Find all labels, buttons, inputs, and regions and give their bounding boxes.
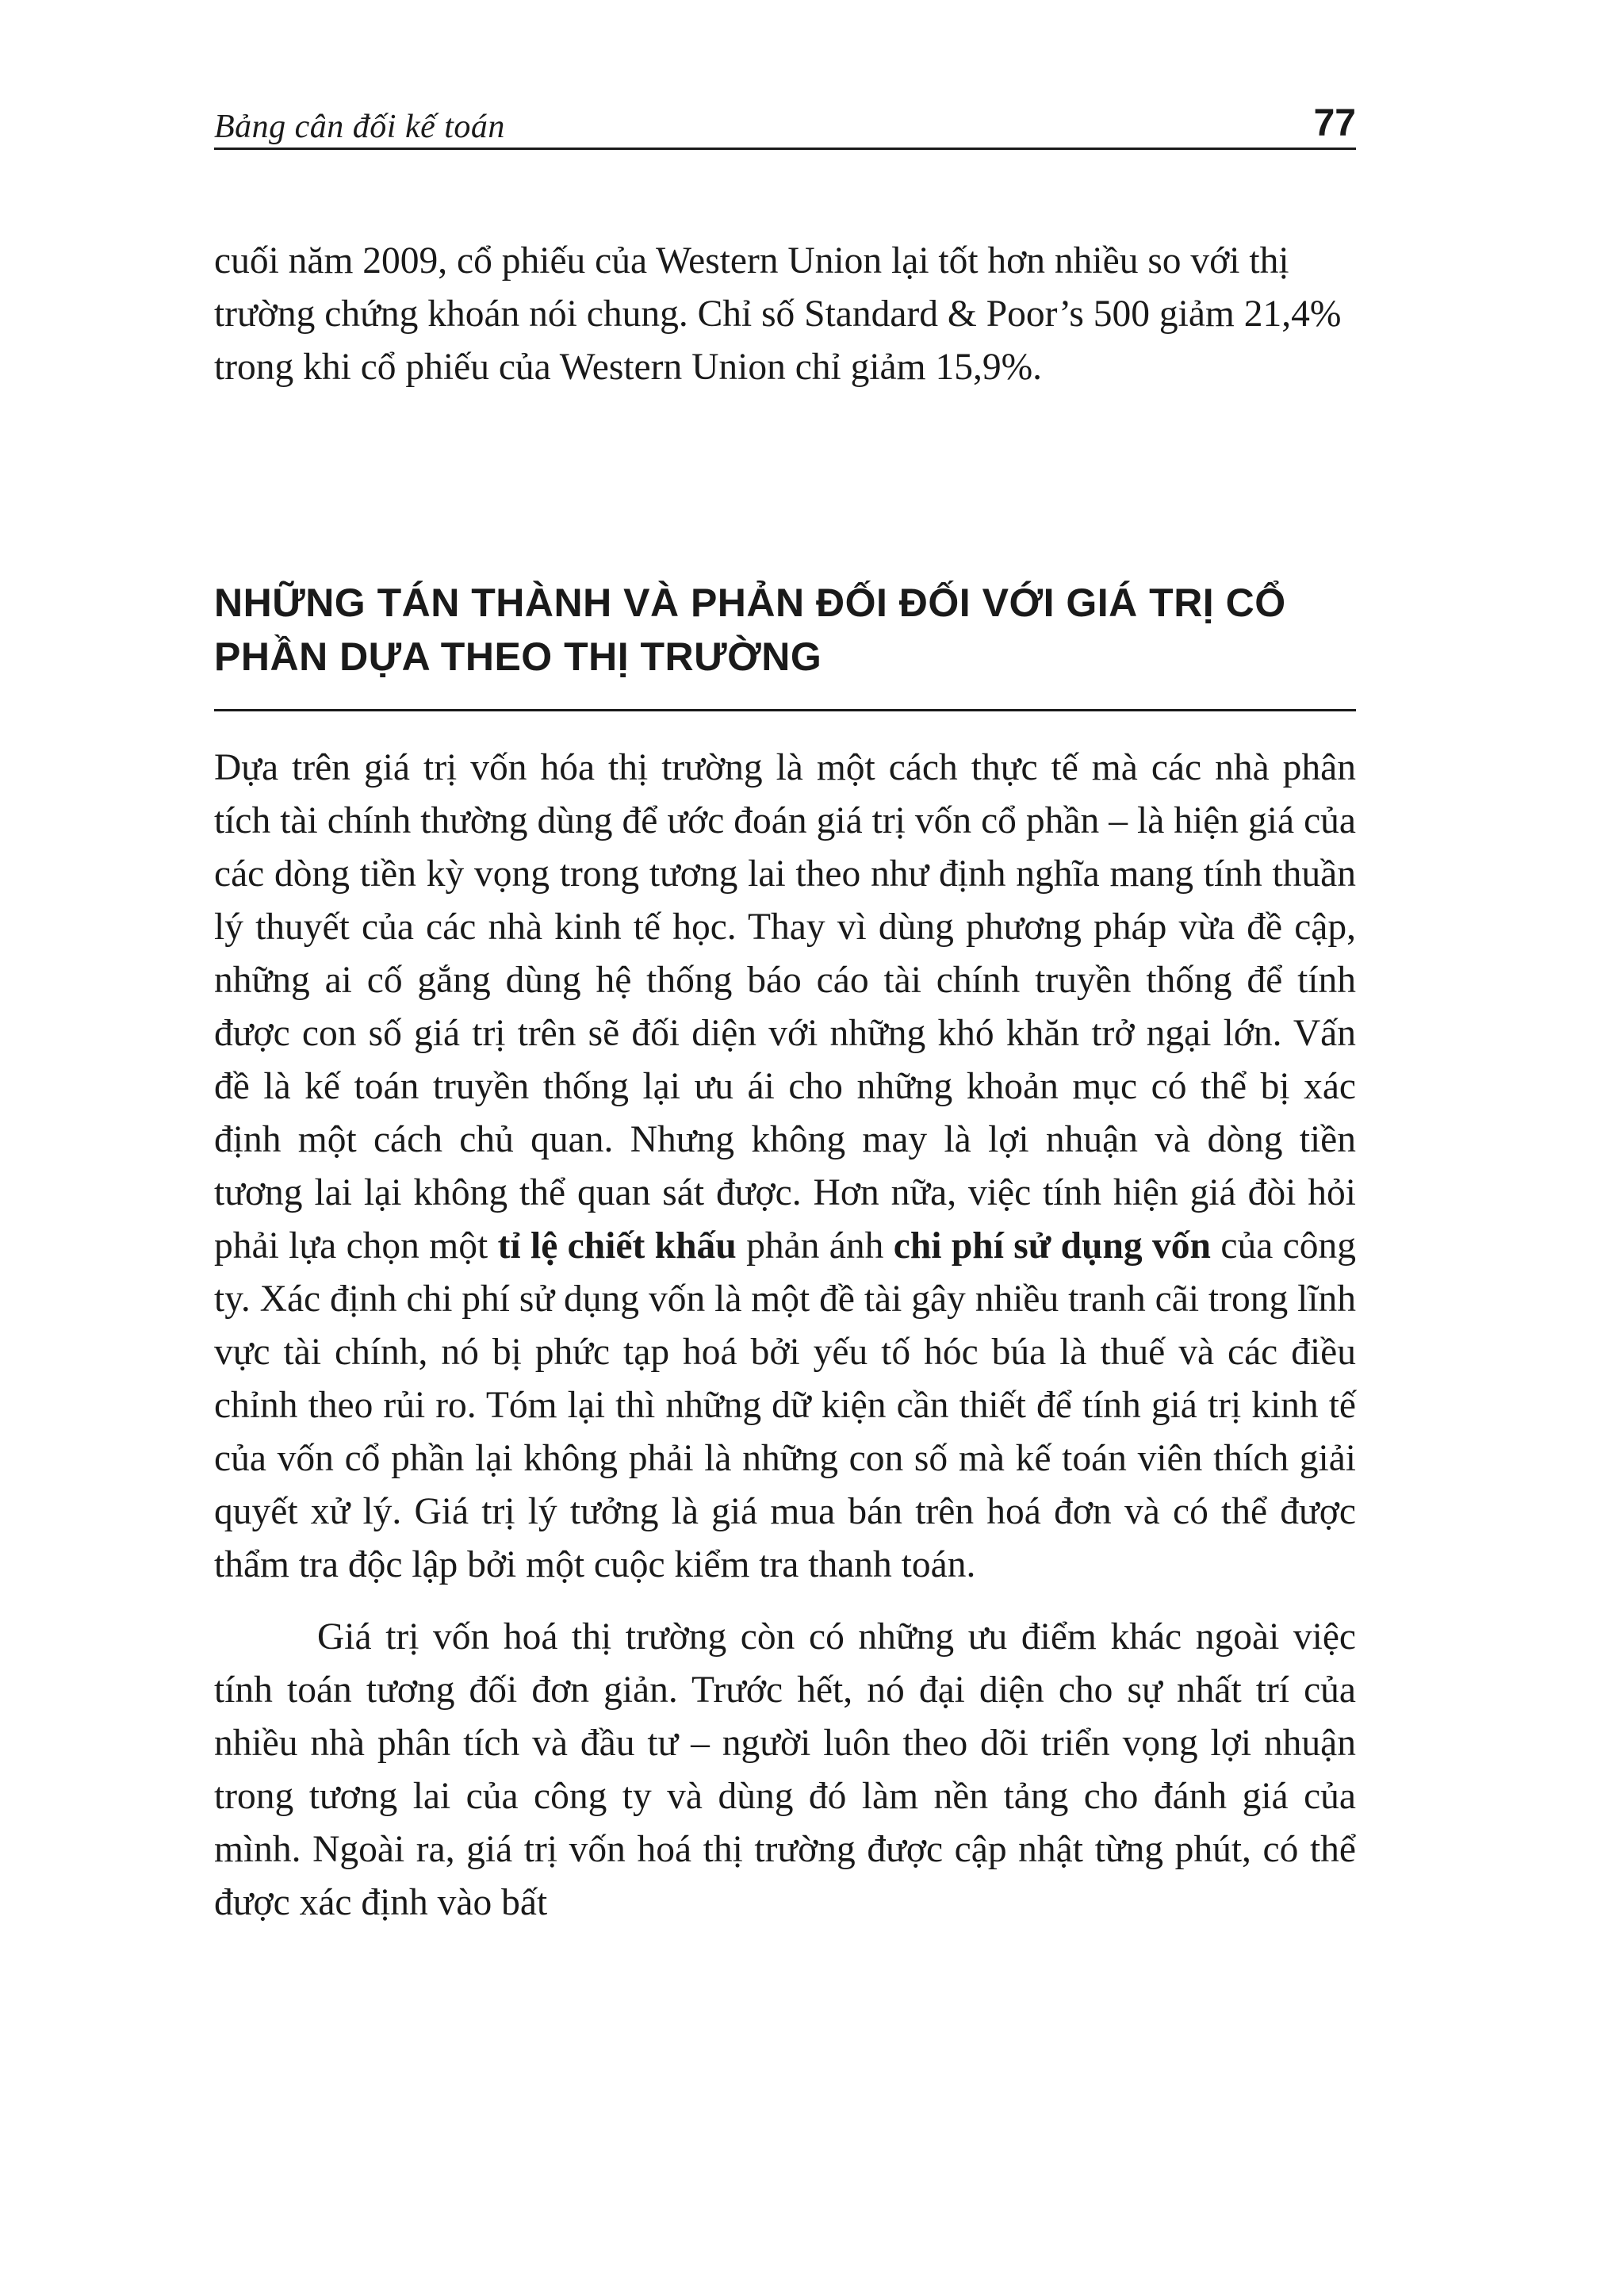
intro-paragraph: cuối năm 2009, cổ phiếu của Western Union lại tốt hơn nhiều so với thị trường chứng khoán nói chung. Chỉ số Standard & Poor’s 500 giảm 21,4% trong khi cổ phiếu của Western Union chỉ giảm 15,9%.	[214, 240, 1342, 388]
running-title: Bảng cân đối kế toán	[214, 109, 505, 145]
section-heading: NHỮNG TÁN THÀNH VÀ PHẢN ĐỐI ĐỐI VỚI GIÁ TRỊ CỔ PHẦN DỰA THEO THỊ TRƯỜNG	[214, 581, 1286, 679]
term-discount-rate: tỉ lệ chiết khấu	[497, 1225, 737, 1267]
paragraph-1-text-c: của công ty. Xác định chi phí sử dụng vốn là một đề tài gây nhiều tranh cãi trong lĩnh vực tài chính, nó bị phức tạp hoá bởi yếu tố hóc búa là thuế và các điều chỉnh theo rủi ro. Tóm lại thì những dữ kiện cần thiết để tính giá trị kinh tế của vốn cổ phần lại không phải là những con số mà kế toán viên thích giải quyết xử lý. Giá trị lý tưởng là giá mua bán trên hoá đơn và có thể được thẩm tra độc lập bởi một cuộc kiểm tra thanh toán.	[214, 1225, 1356, 1585]
intro-paragraph-block	[214, 235, 1356, 394]
section-body	[214, 742, 1356, 1930]
page-number: 77	[1313, 102, 1356, 144]
paragraph-1-text-a: Dựa trên giá trị vốn hóa thị trường là một cách thực tế mà các nhà phân tích tài chính thường dùng để ước đoán giá trị vốn cổ phần – là hiện giá của các dòng tiền kỳ vọng trong tương lai theo như định nghĩa mang tính thuần lý thuyết của các nhà kinh tế học. Thay vì dùng phương pháp vừa đề cập, những ai cố gắng dùng hệ thống báo cáo tài chính truyền thống để tính được con số giá trị trên sẽ đối diện với những khó khăn trở ngại lớn. Vấn đề là kế toán truyền thống lại ưu ái cho những khoản mục có thể bị xác định một cách chủ quan. Nhưng không may là lợi nhuận và dòng tiền tương lai lại không thể quan sát được. Hơn nữa, việc tính hiện giá đòi hỏi phải lựa chọn một	[214, 747, 1356, 1267]
section-rule	[214, 709, 1356, 711]
body-paragraph-2: Giá trị vốn hoá thị trường còn có những ưu điểm khác ngoài việc tính toán tương đối đơn giản. Trước hết, nó đại diện cho sự nhất trí của nhiều nhà phân tích và đầu tư – người luôn theo dõi triển vọng lợi nhuận trong tương lai của công ty và dùng đó làm nền tảng cho đánh giá của mình. Ngoài ra, giá trị vốn hoá thị trường được cập nhật từng phút, có thể được xác định vào bất	[214, 1616, 1356, 1923]
running-header	[214, 102, 1356, 151]
body-paragraph-1	[214, 742, 1356, 1592]
header-rule	[214, 148, 1356, 150]
term-cost-of-capital: chi phí sử dụng vốn	[893, 1225, 1211, 1267]
paragraph-1-text-b: phản ánh	[746, 1225, 884, 1267]
